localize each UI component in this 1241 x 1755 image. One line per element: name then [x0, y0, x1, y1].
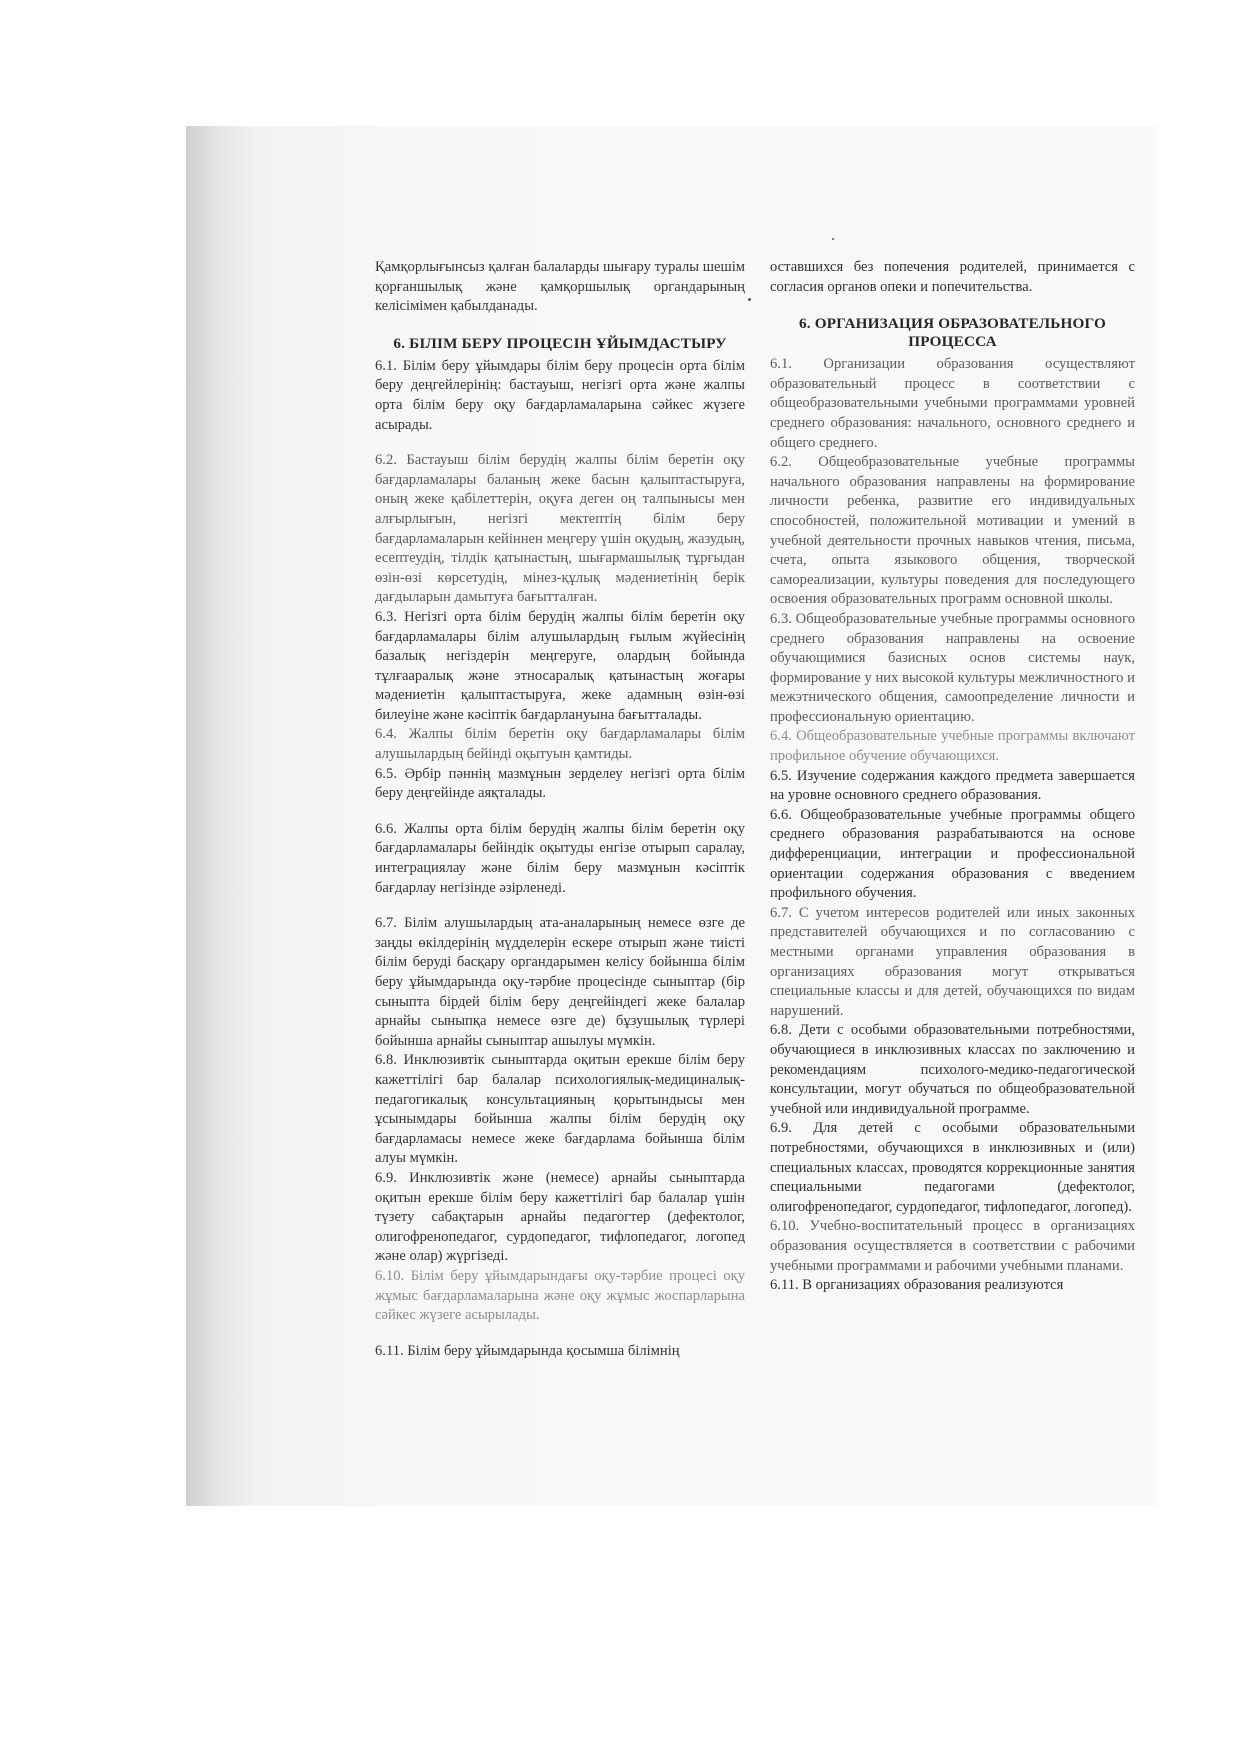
- kazakh-paragraph-6-4: 6.4. Жалпы білім беретін оқу бағдарламалары білім алушылардың бейінді оқытуын қамтиды.: [375, 726, 745, 763]
- kazakh-paragraph-6-6: 6.6. Жалпы орта білім берудің жалпы білім беретін оқу бағдарламалары бейіндік оқытуды енгізе отырып саралау, интеграциялау және білім беру мазмұнын кәсіптік бағдарлау негізінде әзірленеді.: [375, 820, 745, 896]
- russian-column: [770, 258, 1135, 1296]
- kazakh-paragraph-6-11: 6.11. Білім беру ұйымдарында қосымша білімнің: [375, 1342, 680, 1359]
- kazakh-paragraph-6-7: 6.7. Білім алушылардың ата-аналарының немесе өзге де заңды өкілдерінің мүдделерін ескере отырып және тиісті білім беруді басқару органдарымен келісу бойынша білім беру ұйымдарында оқу-тәрбие процесінде сыныптар (бір сыныпта бірдей білім беру деңгейіндегі жеке балалар арнайы сыныпқа немесе өзге де) бұзушылық түрлері бойынша арнайы сыныптар ашылуы мүмкін.: [375, 915, 745, 1049]
- kazakh-paragraph-6-10: 6.10. Білім беру ұйымдарындағы оқу-тәрбие процесі оқу жұмыс бағдарламаларына және оқу жұмыс жоспарларына сәйкес жүзеге асырылады.: [375, 1267, 745, 1324]
- russian-paragraph-6-10: 6.10. Учебно-воспитательный процесс в организациях образования осуществляется в соответствии с рабочими учебными программами и рабочими учебными планами.: [770, 1218, 1135, 1274]
- kazakh-paragraph-6-3: 6.3. Негізгі орта білім берудің жалпы білім беретін оқу бағдарламалары білім алушылардың ғылым жүйесінің базалық негіздерін меңгеруге, олардың бойында тұлғааралық және этносаралық қатынастың жоғары мәдениетін қалыптастыруға, жеке адамның өзін-өзі билеуіне және кәсіптік бағдарлануына бағытталады.: [375, 608, 745, 723]
- russian-paragraph-6-8: 6.8. Дети с особыми образовательными потребностями, обучающиеся в инклюзивных классах по заключению и рекомендациям психолого-медико-педагогической консультации, могут обучаться по общеобразовательной учебной или индивидуальной программе.: [770, 1022, 1135, 1117]
- kazakh-paragraph-6-2: 6.2. Бастауыш білім берудің жалпы білім беретін оқу бағдарламалары баланың жеке басын қалыптастыруға, оның жеке қабілеттерін, оқуға деген оң талпынысы мен алғырлығын, негізгі мектептің білім беру бағдарламаларын кейіннен меңгеру үшін оқудың, жазудың, есептеудің, тілдік қатынастың, шығармашылық тұрғыдан өзін-өзі көрсетудің, мінез-құлық мәдениетінің берік дағдыларын дамытуға бағытталған.: [375, 452, 745, 606]
- russian-section-heading: 6. ОРГАНИЗАЦИЯ ОБРАЗОВАТЕЛЬНОГО ПРОЦЕССА: [798, 315, 1106, 351]
- kazakh-paragraph-6-5: 6.5. Әрбір пәннің мазмұнын зерделеу негізгі орта білім беру деңгейінде аяқталады.: [375, 765, 745, 802]
- kazakh-intro: Қамқорлығынсыз қалған балаларды шығару туралы шешім қорғаншылық және қамқоршылық органдарының келісімімен қабылданады.: [375, 259, 745, 315]
- russian-paragraph-6-7: 6.7. С учетом интересов родителей или иных законных представителей обучающихся и по согласованию с местными органами управления образования в организациях образования могут открываться специальные классы и для детей, обучающихся по видам нарушений.: [770, 904, 1135, 1019]
- kazakh-section-heading: 6. БІЛІМ БЕРУ ПРОЦЕСІН ҰЙЫМДАСТЫРУ: [393, 334, 727, 352]
- russian-paragraph-6-4: 6.4. Общеобразовательные учебные программы включают профильное обучение обучающихся.: [770, 728, 1135, 765]
- kazakh-column: [375, 258, 745, 1361]
- russian-intro: оставшихся без попечения родителей, принимается с согласия органов опеки и попечительства.: [770, 259, 1135, 295]
- scan-speck: [832, 238, 834, 240]
- russian-paragraph-6-2: 6.2. Общеобразовательные учебные программы начального образования направлены на формирование личности ребенка, развитие его индивидуальных способностей, положительной мотивации и умений в учебной деятельности прочных навыков чтения, письма, счета, опыта языкового общения, творческой самореализации, культуры поведения для последующего освоения образовательных программ основной школы.: [770, 454, 1135, 608]
- russian-paragraph-6-3: 6.3. Общеобразовательные учебные программы основного среднего образования направлены на освоение обучающимися базисных основ системы наук, формирование у них высокой культуры межличностного и межэтнического общения, самоопределение личности и профессиональную ориентацию.: [770, 610, 1135, 725]
- kazakh-paragraph-6-8: 6.8. Инклюзивтік сыныптарда оқитын ерекше білім беру кажеттілігі бар балалар психологиялық-медициналық-педагогикалық консультацияның қорытындысы мен ұсынымдары бойынша жалпы білім берудің оқу бағдарламасы немесе жеке бағдарлама бойынша білім алуы мүмкін.: [375, 1052, 745, 1167]
- russian-paragraph-6-11: 6.11. В организациях образования реализуются: [770, 1277, 1064, 1294]
- russian-paragraph-6-1: 6.1. Организации образования осуществляют образовательный процесс в соответствии с общеобразовательными учебными программами уровней среднего образования: начального, основного среднего и общего среднего.: [770, 356, 1135, 451]
- scan-speck: [748, 298, 751, 301]
- kazakh-paragraph-6-1: 6.1. Білім беру ұйымдары білім беру процесін орта білім беру деңгейлерінің: бастауыш, негізгі орта және жалпы орта білім беру оқу бағдарламаларына сәйкес жүзеге асырады.: [375, 357, 745, 433]
- russian-paragraph-6-9: 6.9. Для детей с особыми образовательными потребностями, обучающихся в инклюзивных и (или) специальных классах, проводятся коррекционные занятия специальными педагогами (дефектолог, олигофренопедагог, сурдопедагог, тифлопедагог, логопед).: [770, 1120, 1135, 1215]
- kazakh-paragraph-6-9: 6.9. Инклюзивтік және (немесе) арнайы сыныптарда оқитын ерекше білім беру кажеттілігі бар балалар үшін түзету сабақтарын арнайы педагогтер (дефектолог, олигофренопедагог, сурдопедагог, тифлопедагог, логопед және олар) жүргізеді.: [375, 1169, 745, 1265]
- russian-paragraph-6-6: 6.6. Общеобразовательные учебные программы общего среднего образования разрабатываются на основе дифференциации, интеграции и профессиональной ориентации содержания образования с введением профильного обучения.: [770, 806, 1135, 902]
- russian-paragraph-6-5: 6.5. Изучение содержания каждого предмета завершается на уровне основного среднего образования.: [770, 767, 1135, 804]
